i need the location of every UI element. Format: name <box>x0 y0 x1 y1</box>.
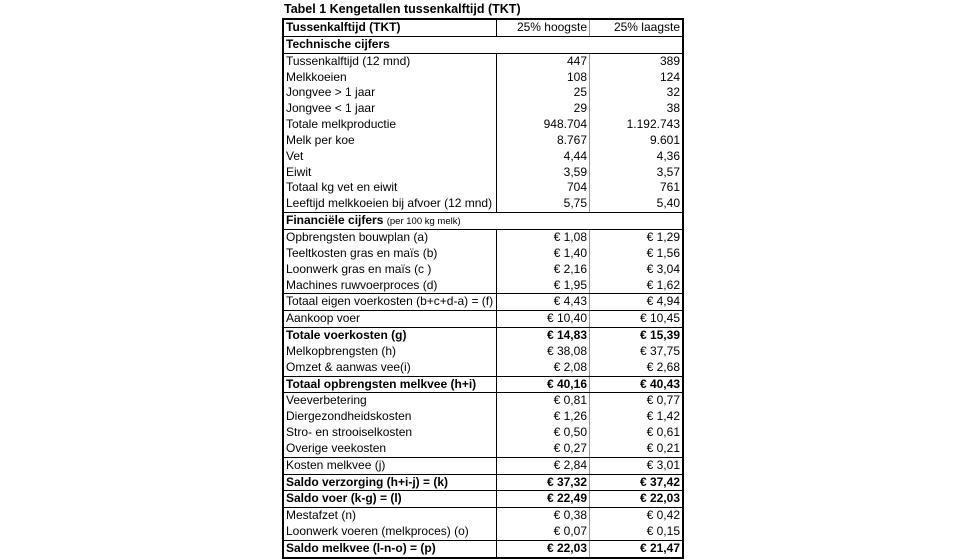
table-row <box>284 540 682 557</box>
row-label: Totale melkproductie <box>284 117 497 133</box>
value-low: € 3,01 <box>646 457 680 472</box>
value-high: 4,44 <box>497 149 590 165</box>
row-label: Loonwerk gras en maïs (c ) <box>284 262 497 278</box>
row-label: Melk per koe <box>284 133 497 149</box>
value-high: € 2,84 <box>497 458 590 474</box>
header-col-high: 25% hoogste <box>497 20 590 36</box>
section-subtitle: (per 100 kg melk) <box>386 216 461 228</box>
table-row <box>284 376 682 393</box>
row-label: Aankoop voer <box>284 311 497 327</box>
table-row <box>284 293 682 310</box>
value-low: 32 <box>666 85 680 100</box>
technical-rows <box>284 53 682 212</box>
value-low: € 0,77 <box>646 393 680 408</box>
value-low: € 2,68 <box>646 359 680 374</box>
table-row <box>284 344 682 360</box>
value-low: 389 <box>659 53 680 68</box>
table-row <box>284 360 682 376</box>
table-row <box>284 425 682 441</box>
row-label: Saldo melkvee (l-n-o) = (p) <box>284 541 497 557</box>
value-high: € 1,26 <box>497 409 590 425</box>
row-label: Opbrengsten bouwplan (a) <box>284 230 497 246</box>
row-label: Melkkoeien <box>284 70 497 86</box>
table-row <box>284 262 682 278</box>
row-label: Totaal kg vet en eiwit <box>284 180 497 196</box>
value-low: 9.601 <box>649 132 680 147</box>
value-low: 5,40 <box>656 196 680 211</box>
value-low: € 37,42 <box>639 474 680 489</box>
value-low: € 0,42 <box>646 508 680 523</box>
table-row <box>284 101 682 117</box>
value-low: € 3,04 <box>646 261 680 276</box>
row-label: Omzet & aanwas vee(i) <box>284 360 497 376</box>
financial-rows <box>284 229 682 557</box>
value-low: € 0,61 <box>646 425 680 440</box>
value-high: € 1,08 <box>497 230 590 246</box>
table-row <box>284 524 682 540</box>
value-low: € 21,47 <box>639 541 680 555</box>
table-row <box>284 196 682 212</box>
divider-tick <box>496 548 497 555</box>
row-label: Melkopbrengsten (h) <box>284 344 497 360</box>
value-high: € 0,81 <box>497 393 590 409</box>
table-header-row <box>284 20 682 36</box>
table-row <box>284 507 682 524</box>
section-title: Technische cijfers <box>286 36 390 51</box>
table-row <box>284 246 682 262</box>
value-low: € 1,29 <box>646 229 680 244</box>
row-label: Tussenkalftijd (12 mnd) <box>284 54 497 70</box>
value-low: 124 <box>659 69 680 84</box>
value-high: € 4,43 <box>497 294 590 310</box>
value-low: 4,36 <box>656 148 680 163</box>
table-row <box>284 327 682 344</box>
value-high: € 22,49 <box>497 491 590 507</box>
row-label: Leeftijd melkkoeien bij afvoer (12 mnd) <box>284 196 497 212</box>
value-low: € 15,39 <box>639 328 680 343</box>
value-low: 38 <box>666 101 680 116</box>
row-label: Totale voerkosten (g) <box>284 328 497 344</box>
row-label: Jongvee < 1 jaar <box>284 101 497 117</box>
table-row <box>284 117 682 133</box>
value-high: € 0,50 <box>497 425 590 441</box>
value-low: € 1,56 <box>646 245 680 260</box>
row-label: Diergezondheidskosten <box>284 409 497 425</box>
row-label: Machines ruwvoerproces (d) <box>284 278 497 294</box>
value-low: € 37,75 <box>639 343 680 358</box>
row-label: Totaal eigen voerkosten (b+c+d-a) = (f) <box>284 294 497 310</box>
table-row <box>284 278 682 294</box>
header-label: Tussenkalftijd (TKT) <box>284 20 497 36</box>
table-row <box>284 474 682 491</box>
value-low: € 10,45 <box>639 311 680 326</box>
table-caption: Tabel 1 Kengetallen tussenkalftijd (TKT) <box>284 2 521 16</box>
row-label: Kosten melkvee (j) <box>284 458 497 474</box>
value-high: € 38,08 <box>497 344 590 360</box>
value-high: € 40,16 <box>497 377 590 393</box>
value-high: € 37,32 <box>497 475 590 491</box>
value-high: 3,59 <box>497 165 590 181</box>
value-low: € 4,94 <box>646 294 680 309</box>
row-label: Totaal opbrengsten melkvee (h+i) <box>284 377 497 393</box>
row-label: Saldo verzorging (h+i-j) = (k) <box>284 475 497 491</box>
value-high: 948.704 <box>497 117 590 133</box>
value-low: 1.192.743 <box>626 117 680 132</box>
value-low: € 40,43 <box>639 376 680 391</box>
table-row <box>284 457 682 474</box>
value-high: 108 <box>497 70 590 86</box>
row-label: Jongvee > 1 jaar <box>284 85 497 101</box>
value-low: 761 <box>659 180 680 195</box>
value-low: € 0,15 <box>646 524 680 539</box>
table-row <box>284 180 682 196</box>
section-financial <box>284 212 682 229</box>
value-high: 5,75 <box>497 196 590 212</box>
value-low: 3,57 <box>656 164 680 179</box>
row-label: Stro- en strooiselkosten <box>284 425 497 441</box>
value-high: € 0,27 <box>497 441 590 457</box>
table-row <box>284 441 682 457</box>
table-row <box>284 490 682 507</box>
row-label: Saldo voer (k-g) = (l) <box>284 491 497 507</box>
table-row <box>284 409 682 425</box>
value-high: € 1,40 <box>497 246 590 262</box>
value-low: € 1,42 <box>646 409 680 424</box>
value-high: € 0,07 <box>497 524 590 540</box>
value-high: 8.767 <box>497 133 590 149</box>
row-label: Veeverbetering <box>284 393 497 409</box>
row-label: Loonwerk voeren (melkproces) (o) <box>284 524 497 540</box>
value-high: 447 <box>497 54 590 70</box>
value-low: € 22,03 <box>639 491 680 506</box>
value-high: € 10,40 <box>497 311 590 327</box>
table-row <box>284 149 682 165</box>
value-high: € 1,95 <box>497 278 590 294</box>
table-row <box>284 53 682 70</box>
section-technical <box>284 36 682 53</box>
section-title: Financiële cijfers <box>286 213 384 228</box>
value-high: € 2,08 <box>497 360 590 376</box>
table-row <box>284 85 682 101</box>
table-row <box>284 310 682 327</box>
value-high: 704 <box>497 180 590 196</box>
row-label: Vet <box>284 149 497 165</box>
table-row <box>284 229 682 246</box>
kengetallen-table <box>282 18 684 559</box>
value-high: € 22,03 <box>497 541 590 557</box>
table-row <box>284 392 682 409</box>
value-high: € 2,16 <box>497 262 590 278</box>
table-row <box>284 133 682 149</box>
table-row <box>284 165 682 181</box>
row-label: Eiwit <box>284 165 497 181</box>
header-col-low: 25% laagste <box>613 20 680 34</box>
value-high: € 0,38 <box>497 508 590 524</box>
row-label: Mestafzet (n) <box>284 508 497 524</box>
value-high: € 14,83 <box>497 328 590 344</box>
value-low: € 0,21 <box>646 440 680 455</box>
row-label: Overige veekosten <box>284 441 497 457</box>
table-row <box>284 70 682 86</box>
value-low: € 1,62 <box>646 277 680 292</box>
value-high: 25 <box>497 85 590 101</box>
value-high: 29 <box>497 101 590 117</box>
row-label: Teeltkosten gras en maïs (b) <box>284 246 497 262</box>
